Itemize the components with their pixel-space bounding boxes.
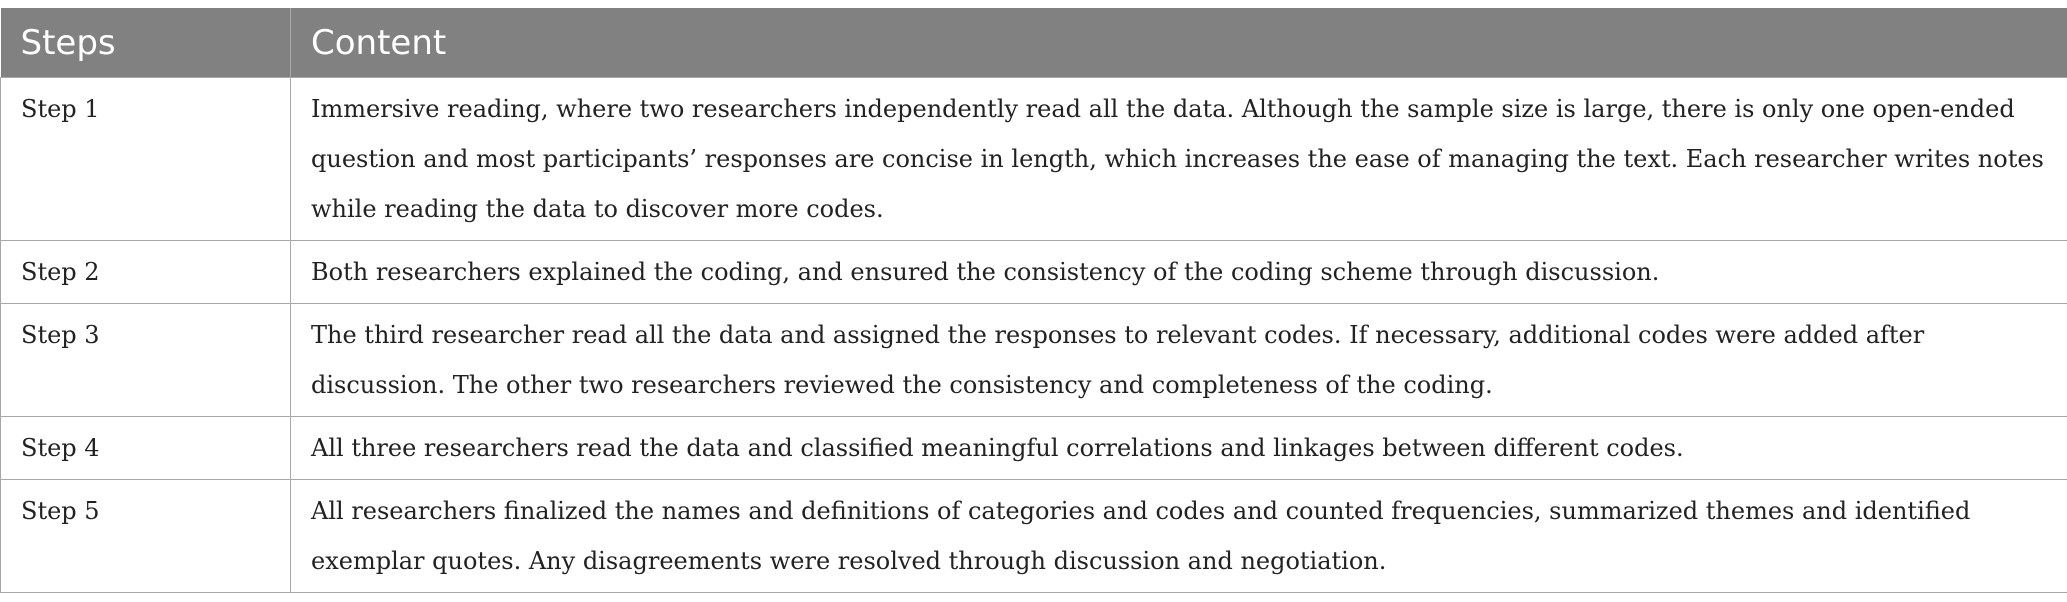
- content-cell: The third researcher read all the data and assigned the responses to relevant codes. If necessary, additional codes were added after discussion. The other two researchers reviewed the consistency and completeness of the coding.: [291, 304, 2067, 417]
- content-cell: All three researchers read the data and classified meaningful correlations and linkages between different codes.: [291, 417, 2067, 480]
- step-cell: Step 2: [1, 241, 291, 304]
- table-row: [1, 304, 2067, 417]
- step-cell: Step 5: [1, 480, 291, 593]
- table-header: [1, 8, 2067, 78]
- table-row: [1, 480, 2067, 593]
- header-content: Content: [291, 8, 2067, 78]
- step-cell: Step 4: [1, 417, 291, 480]
- content-cell: All researchers finalized the names and definitions of categories and codes and counted frequencies, summarized themes and identified exemplar quotes. Any disagreements were resolved through discussion and negotiation.: [291, 480, 2067, 593]
- steps-table: [0, 8, 2067, 593]
- table-row: [1, 241, 2067, 304]
- table-row: [1, 417, 2067, 480]
- content-cell: Immersive reading, where two researchers independently read all the data. Although the sample size is large, there is only one open-ended question and most participants’ responses are concise in length, which increases the ease of managing the text. Each researcher writes notes while reading the data to discover more codes.: [291, 78, 2067, 241]
- header-steps: Steps: [1, 8, 291, 78]
- step-cell: Step 3: [1, 304, 291, 417]
- table-body: [1, 78, 2067, 593]
- table-row: [1, 78, 2067, 241]
- header-row: [1, 8, 2067, 78]
- step-cell: Step 1: [1, 78, 291, 241]
- content-cell: Both researchers explained the coding, and ensured the consistency of the coding scheme through discussion.: [291, 241, 2067, 304]
- steps-table-container: [0, 8, 2067, 593]
